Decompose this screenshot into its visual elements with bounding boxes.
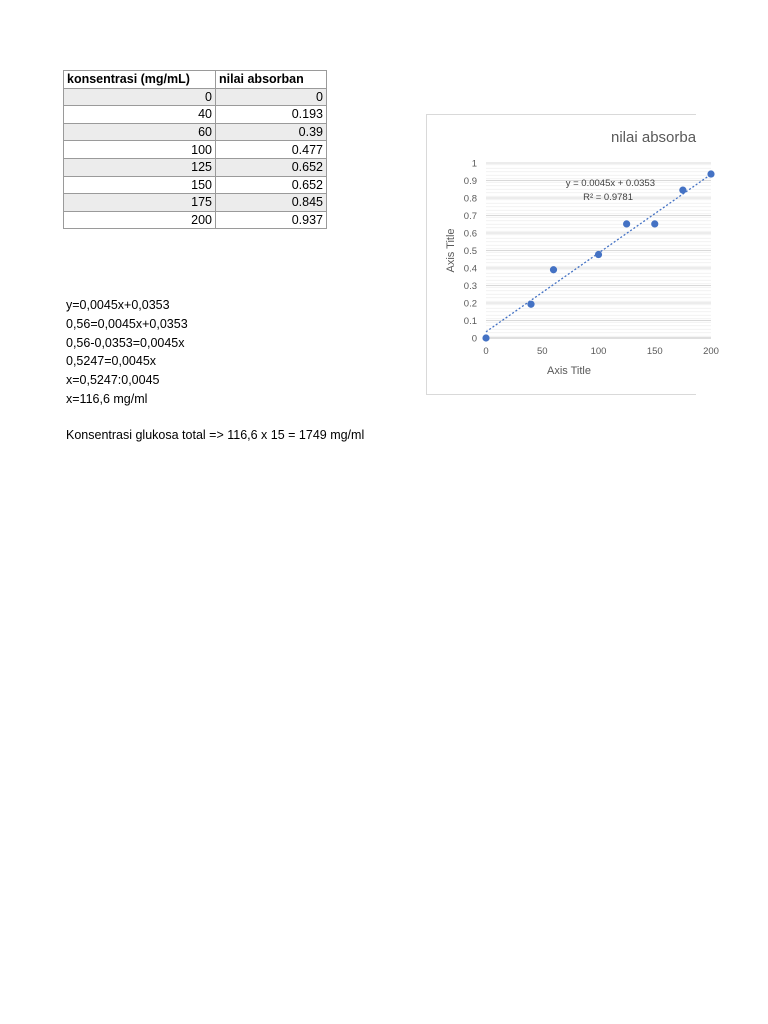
table-cell: 0.477: [216, 141, 327, 159]
x-tick-label: 50: [536, 346, 548, 357]
calculation-line: 0,56=0,0045x+0,0353: [66, 316, 188, 331]
y-axis-title: Axis Title: [445, 228, 457, 273]
table-row: [64, 176, 327, 194]
data-point: [679, 187, 686, 194]
y-tick-label: 0.1: [463, 315, 477, 327]
calculation-line: x=0,5247:0,0045: [66, 373, 160, 388]
chart-title: nilai absorba: [611, 129, 697, 146]
y-tick-label: 0.4: [463, 263, 477, 275]
calculation-line: x=116,6 mg/ml: [66, 391, 148, 406]
table-header-absorban: nilai absorban: [216, 71, 327, 89]
y-tick-label: 0.9: [463, 175, 477, 187]
data-point: [482, 334, 489, 341]
x-tick-label: 150: [646, 346, 663, 357]
calculation-line: 0,56-0,0353=0,0045x: [66, 335, 185, 350]
y-tick-label: 0.8: [463, 193, 477, 205]
y-tick-label: 0.7: [463, 210, 477, 222]
table-cell: 0.937: [216, 211, 327, 229]
y-tick-label: 0: [471, 333, 477, 345]
table-header-konsentrasi: konsentrasi (mg/mL): [64, 71, 216, 89]
table-header-row: [64, 71, 327, 89]
data-point: [595, 251, 602, 258]
y-tick-label: 0.3: [463, 280, 477, 292]
total-concentration-text: Konsentrasi glukosa total => 116,6 x 15 = 1749 mg/ml: [66, 428, 365, 442]
data-point: [527, 301, 534, 308]
table-cell: 100: [64, 141, 216, 159]
table-cell: 125: [64, 158, 216, 176]
data-table: [63, 70, 327, 229]
table-row: [64, 194, 327, 212]
table-cell: 0: [216, 88, 327, 106]
data-point: [623, 220, 630, 227]
table-row: [64, 123, 327, 141]
table-row: [64, 88, 327, 106]
table-cell: 40: [64, 106, 216, 124]
calculation-steps: [66, 296, 188, 409]
table-row: [64, 106, 327, 124]
table-row: [64, 141, 327, 159]
data-point: [707, 170, 714, 177]
y-tick-label: 0.2: [463, 298, 477, 310]
x-tick-label: 100: [590, 346, 607, 357]
y-tick-label: 0.5: [463, 245, 477, 257]
table-cell: 0.652: [216, 158, 327, 176]
table-cell: 0.652: [216, 176, 327, 194]
trendline-r-squared: R² = 0.9781: [583, 192, 633, 203]
x-axis-title: Axis Title: [546, 365, 592, 377]
scatter-chart: [426, 114, 719, 395]
calculation-line: y=0,0045x+0,0353: [66, 298, 170, 312]
calculation-line: 0,5247=0,0045x: [66, 354, 157, 369]
table-row: [64, 158, 327, 176]
table-cell: 60: [64, 123, 216, 141]
data-point: [651, 220, 658, 227]
x-tick-label: 0: [483, 346, 489, 357]
table-row: [64, 211, 327, 229]
table-cell: 0.193: [216, 106, 327, 124]
x-tick-label: 200: [703, 346, 719, 357]
table-cell: 0.845: [216, 194, 327, 212]
trendline-equation: y = 0.0045x + 0.0353: [565, 178, 655, 189]
table-cell: 175: [64, 194, 216, 212]
chart-svg: [427, 115, 719, 396]
table-cell: 0: [64, 88, 216, 106]
table-cell: 150: [64, 176, 216, 194]
table-cell: 0.39: [216, 123, 327, 141]
y-tick-label: 0.6: [463, 228, 477, 240]
y-tick-label: 1: [471, 158, 477, 170]
table-cell: 200: [64, 211, 216, 229]
data-point: [550, 266, 557, 273]
